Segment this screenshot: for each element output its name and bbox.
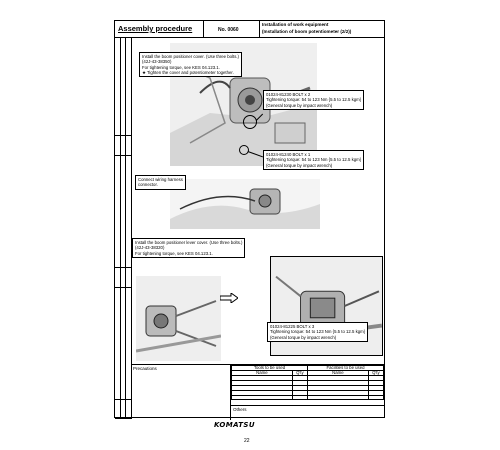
- bolt1-highlight-circle: [243, 115, 257, 129]
- page-number: 22: [244, 438, 250, 444]
- right-arrow-icon: [220, 293, 238, 303]
- photo-harness-connector: [170, 179, 320, 229]
- work-description-line2: (Installation of boom potentiometer (2/2)): [262, 28, 352, 34]
- bolt3-line3: (General torque by impact wrench): [270, 334, 337, 340]
- step3-line1: Install the boom positioner lever cover. (Use three bolts.): [135, 240, 243, 245]
- facilities-header: Facilities to be used: [307, 366, 383, 371]
- step1-line3: For tightening torque, see KES 04.123.1.: [142, 64, 220, 70]
- work-description: [259, 21, 384, 38]
- bolt2-callout: [263, 150, 364, 170]
- step1-line1: Install the boom positioner cover. (Use three bolts.): [142, 54, 239, 59]
- step1-line4: ★ Tighten the cover and potentiometer together.: [142, 69, 234, 75]
- komatsu-logo: KOMATSU: [214, 421, 255, 429]
- step2-line2: connector.: [138, 182, 158, 188]
- step2-instruction: [135, 175, 186, 190]
- bolt2-line1: 01024-81240 BOLT x 1: [266, 152, 311, 157]
- bolt3-line1: 01024-81225 BOLT x 3: [270, 324, 315, 329]
- step3-instruction: [132, 238, 245, 258]
- precautions-label: Precautions: [133, 366, 157, 371]
- bolt2-line3: (General torque by impact wrench): [266, 162, 333, 168]
- tools-header: Tools to be used: [232, 366, 308, 371]
- step3-line3: For tightening torque, see KES 04.123.1.: [135, 250, 213, 256]
- bolt1-callout: [263, 90, 364, 110]
- bolt1-line3: (General torque by impact wrench): [266, 102, 333, 108]
- step1-instruction: [139, 52, 242, 77]
- bolt3-callout: [267, 322, 368, 342]
- bolt1-line1: 01024-81230 BOLT x 2: [266, 92, 311, 97]
- procedure-title: Assembly procedure: [118, 24, 193, 33]
- photo-harness-connector-illustration: [170, 179, 320, 229]
- footer-panel: [132, 364, 384, 419]
- others-label: Others: [230, 405, 384, 420]
- step3-line2: (42J-43-38320): [135, 245, 165, 251]
- tools-facilities-table: [230, 365, 384, 405]
- step1-line2: (42J-43-38350): [142, 59, 172, 65]
- revision-column: [115, 38, 132, 417]
- bolt3-line2: Tightening torque: 54 to 123 Nm {5.5 to 12.5 kgm}: [270, 329, 366, 335]
- assembly-sheet: [114, 20, 385, 418]
- step2-line1: Connect wiring harness: [138, 177, 183, 182]
- sheet-header: [115, 21, 384, 38]
- work-description-line1: Installation of work equipment: [262, 22, 329, 27]
- tools-name-col: Name: [232, 371, 293, 376]
- facilities-qty-col: Q'ty: [368, 371, 383, 376]
- photo-lever-cover-before: [136, 276, 221, 361]
- photo-lever-cover-before-illustration: [136, 276, 221, 361]
- tools-qty-col: Q'ty: [292, 371, 307, 376]
- facilities-name-col: Name: [307, 371, 368, 376]
- tools-table: [231, 365, 384, 400]
- bolt1-line2: Tightening torque: 54 to 123 Nm {5.5 to 12.5 kgm}: [266, 97, 362, 103]
- procedure-number: No. 0060: [203, 21, 259, 38]
- bolt2-line2: Tightening torque: 54 to 123 Nm {5.5 to 12.5 kgm}: [266, 157, 362, 163]
